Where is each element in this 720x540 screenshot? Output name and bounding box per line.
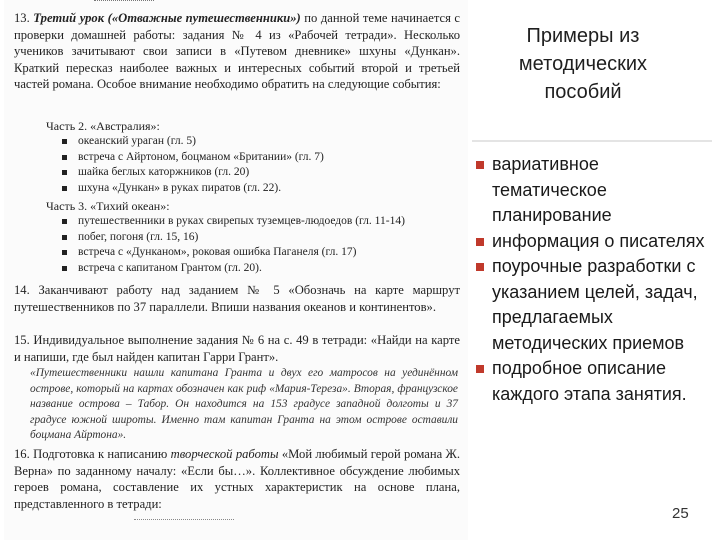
slide-heading: Примеры из методических пособий <box>518 25 648 103</box>
scanned-textbook-page <box>4 0 468 540</box>
paragraph-13 <box>14 10 460 93</box>
heading-divider <box>472 140 712 142</box>
paragraph-16-lead: Подготовка к написанию <box>33 447 168 461</box>
bullet-item <box>476 254 716 356</box>
square-bullet-icon <box>476 263 484 271</box>
part-2-title: Часть 2. «Австралия»: <box>46 119 160 133</box>
list-item: встреча с «Дунканом», роковая ошибка Паганеля (гл. 17) <box>56 245 405 261</box>
bullet-list <box>476 152 716 407</box>
bottom-dotted-line <box>134 519 234 520</box>
part-2-list <box>56 134 324 196</box>
bullet-text: информация о писателях <box>492 230 705 251</box>
top-dotted-line <box>94 0 154 1</box>
paragraph-13-number: 13. <box>14 11 30 25</box>
bullet-item <box>476 229 716 255</box>
paragraph-16 <box>14 446 460 512</box>
bullet-text: подробное описание каждого этапа занятия. <box>492 358 687 404</box>
list-item: шхуна «Дункан» в руках пиратов (гл. 22). <box>56 181 324 197</box>
part-3-list <box>56 214 405 276</box>
paragraph-16-italic: творческой работы <box>170 447 279 461</box>
square-bullet-icon <box>476 365 484 373</box>
paragraph-16-text: «Мой любимый герой романа Ж. Верна» по заданному началу: «Если бы…». Коллективное обсуждение любимых героев романа, составление их устных характеристик на основе плана, представленного в тетради: <box>14 447 460 511</box>
page-number: 25 <box>672 505 689 522</box>
italic-quote: «Путешественники нашли капитана Гранта и двух его матросов на уединённом острове, который на картах обозначен как риф «Мария-Тереза». Вторая, французское название острова – Табор. Он находится на 153 градусе западной долготы и 37 градусе южной широты. Именно там капитан Гранта на этом острове оставили боцмана Айртона». <box>30 367 458 441</box>
list-item: путешественники в руках свирепых туземцев-людоедов (гл. 11-14) <box>56 214 405 230</box>
paragraph-14: 14. Заканчивают работу над заданием № 5 «Обозначь на карте маршрут путешественников по 37 параллели. Впиши названия океанов и континентов». <box>14 283 460 314</box>
bullet-text: вариативное тематическое планирование <box>492 154 612 225</box>
list-item: побег, погоня (гл. 15, 16) <box>56 230 405 246</box>
paragraph-16-number: 16. <box>14 447 30 461</box>
list-item: встреча с капитаном Грантом (гл. 20). <box>56 261 405 277</box>
paragraph-13-text: по данной теме начинается с проверки домашней работы: задания № 4 из «Рабочей тетради». Несколько учеников зачитывают свои записи в «Путевом дневнике» шхуны «Дункан». Краткий пересказ наиболее важных и интересных событий второй и третьей частей романа. Особое внимание необходимо обратить на следующие события: <box>14 11 461 91</box>
list-item: встреча с Айртоном, боцманом «Британии» (гл. 7) <box>56 150 324 166</box>
list-item: шайка беглых каторжников (гл. 20) <box>56 165 324 181</box>
square-bullet-icon <box>476 161 484 169</box>
bullet-item <box>476 152 716 229</box>
bullet-item <box>476 356 716 407</box>
part-3-title: Часть 3. «Тихий океан»: <box>46 199 170 213</box>
paragraph-15: 15. Индивидуальное выполнение задания № 6 на с. 49 в тетради: «Найди на карте и напиши, где был найден капитан Гарри Грант». <box>14 333 460 364</box>
bullet-text: поурочные разработки с указанием целей, задач, предлагаемых методических приемов <box>492 256 698 353</box>
square-bullet-icon <box>476 238 484 246</box>
list-item: океанский ураган (гл. 5) <box>56 134 324 150</box>
paragraph-13-title: Третий урок («Отважные путешественники») <box>33 11 301 25</box>
